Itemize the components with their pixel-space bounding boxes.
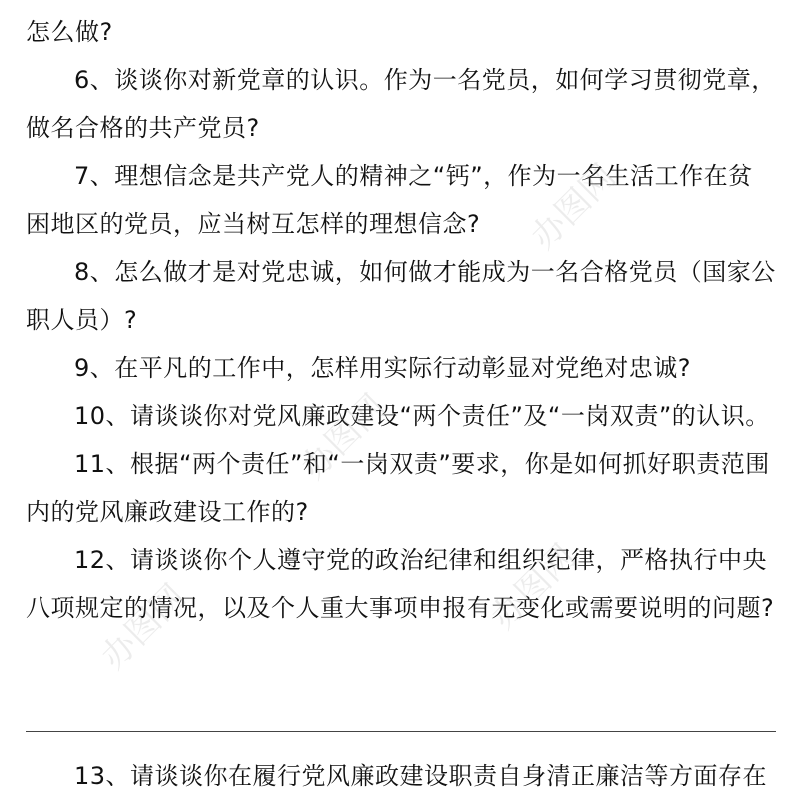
next-page-start [26, 752, 776, 800]
watermark: 办图网 [523, 156, 624, 258]
question-10: 10、请谈谈你对党风廉政建设“两个责任”及“一岗双责”的认识。 [74, 402, 770, 430]
question-11: 11、根据“两个责任”和“一岗双责”要求，你是如何抓好职责范围内的党风廉政建设工作的? [26, 450, 770, 526]
watermark: 办图网 [93, 576, 194, 678]
question-9: 9、在平凡的工作中，怎样用实际行动彰显对党绝对忠诚? [74, 354, 692, 382]
question-7: 7、理想信念是共产党人的精神之“钙”，作为一名生活工作在贫困地区的党员，应当树互怎样的理想信念? [26, 162, 753, 238]
paragraph-continuation: 怎么做? [26, 18, 113, 46]
question-6: 6、谈谈你对新党章的认识。作为一名党员，如何学习贯彻党章，做名合格的共产党员? [26, 66, 776, 142]
question-8: 8、怎么做才是对党忠诚，如何做才能成为一名合格党员（国家公职人员）? [26, 258, 776, 334]
question-13: 13、请谈谈你在履行党风廉政建设职责自身清正廉洁等方面存在 [74, 762, 768, 790]
question-12: 12、请谈谈你个人遵守党的政治纪律和组织纪律，严格执行中央八项规定的情况，以及个人重大事项申报有无变化或需要说明的问题? [26, 546, 775, 622]
watermark: 办图网 [483, 536, 584, 638]
watermark: 办图网 [293, 386, 394, 488]
page-divider [26, 731, 776, 732]
